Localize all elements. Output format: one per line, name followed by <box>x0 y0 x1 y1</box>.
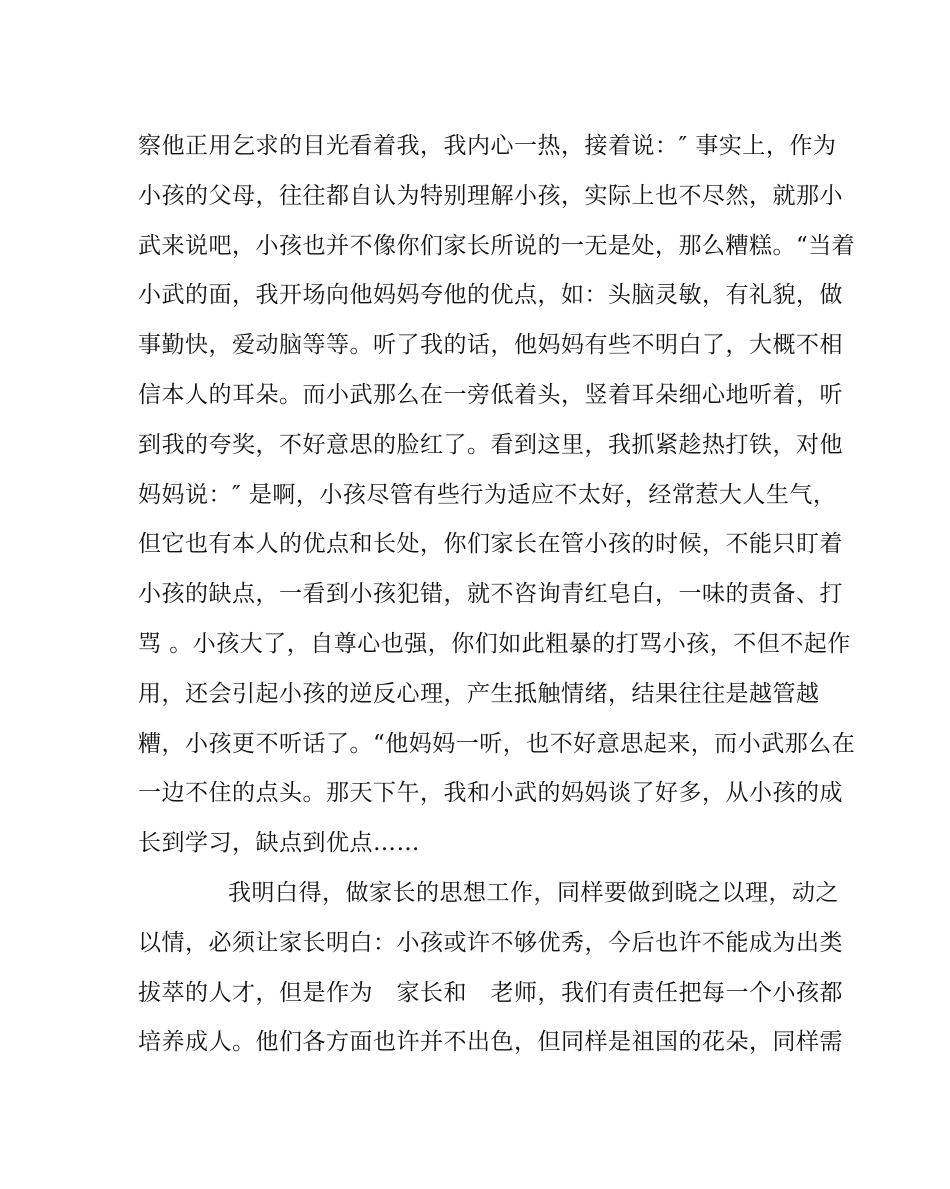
paragraph-1-line-12: 用，还会引起小孩的逆反心理，产生抵触情绪，结果往往是越管越 <box>138 681 820 707</box>
paragraph-1-line-7: 到我的夸奖，不好意思的脸红了。看到这里，我抓紧趁热打铁，对他 <box>138 432 843 458</box>
paragraph-1-line-15: 长到学习，缺点到优点…… <box>138 830 420 856</box>
paragraph-1-line-6: 信本人的耳朵。而小武那么在一旁低着头，竖着耳朵细心地听着，听 <box>138 382 843 408</box>
paragraph-2-line-3: 拔萃的人才，但是作为 家长和 老师，我们有责任把每一个小孩都 <box>138 980 843 1006</box>
paragraph-2-line-2: 以情，必须让家长明白：小孩或许不够优秀，今后也许不能成为出类 <box>138 930 843 956</box>
paragraph-2-line-1: 我明白得，做家长的思想工作，同样要做到晓之以理，动之 <box>228 880 839 906</box>
paragraph-2-line-4: 培养成人。他们各方面也许并不出色，但同样是祖国的花朵，同样需 <box>138 1029 843 1055</box>
paragraph-1-line-4: 小武的面，我开场向他妈妈夸他的优点，如：头脑灵敏，有礼貌，做 <box>138 282 843 308</box>
paragraph-1-line-2: 小孩的父母，往往都自认为特别理解小孩，实际上也不尽然，就那小 <box>138 183 843 209</box>
paragraph-1-line-3: 武来说吧，小孩也并不像你们家长所说的一无是处，那么糟糕。“当着 <box>138 233 856 259</box>
paragraph-1-line-5: 事勤快，爱动脑等等。听了我的话，他妈妈有些不明白了，大概不相 <box>138 332 843 358</box>
paragraph-1-line-14: 一边不住的点头。那天下午，我和小武的妈妈谈了好多，从小孩的成 <box>138 780 843 806</box>
paragraph-1-line-10: 小孩的缺点，一看到小孩犯错，就不咨询青红皂白，一味的责备、打 <box>138 581 843 607</box>
paragraph-1-line-1: 察他正用乞求的目光看着我，我内心一热，接着说：″ 事实上，作为 <box>138 133 837 159</box>
paragraph-1-line-11: 骂 。小孩大了，自尊心也强，你们如此粗暴的打骂小孩，不但不起作 <box>138 631 851 657</box>
paragraph-1-line-9: 但它也有本人的优点和长处，你们家长在管小孩的时候，不能只盯着 <box>138 531 843 557</box>
paragraph-1-line-13: 糟，小孩更不听话了。“他妈妈一听，也不好意思起来，而小武那么在 <box>138 731 856 757</box>
paragraph-1-line-8: 妈妈说：″ 是啊，小孩尽管有些行为适应不太好，经常惹大人生气， <box>138 482 837 508</box>
